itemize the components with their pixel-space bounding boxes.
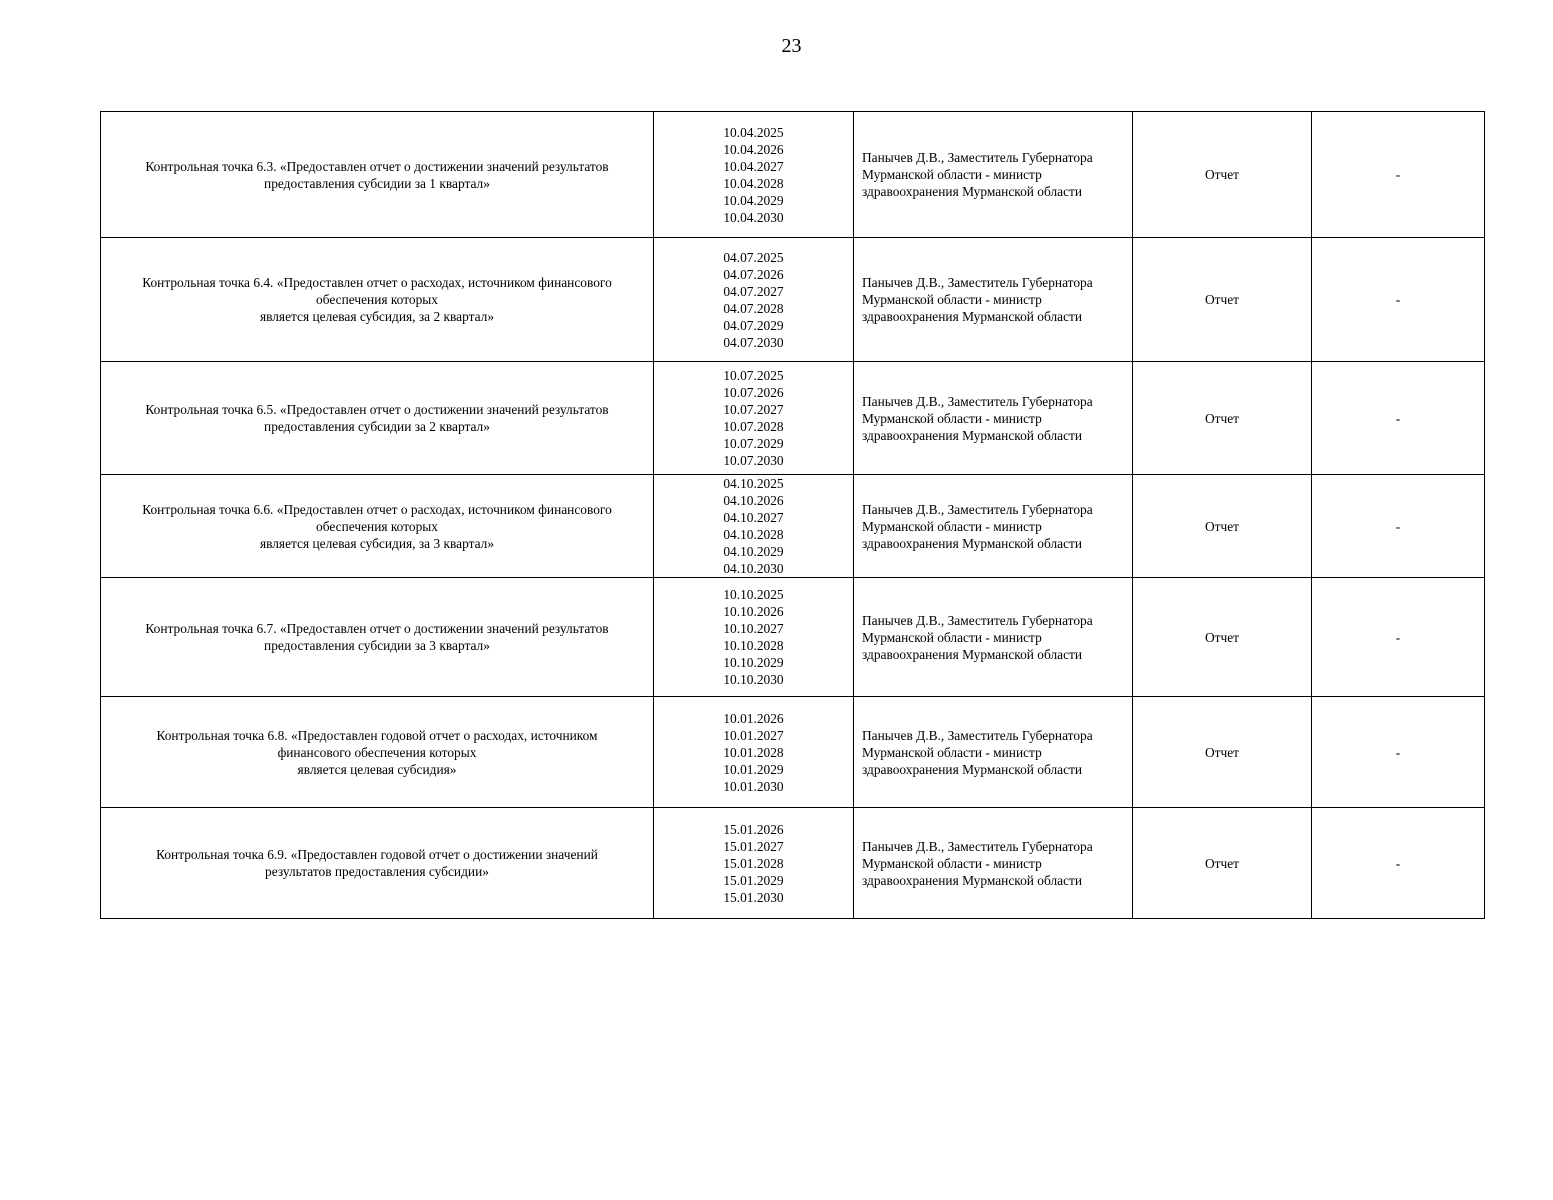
deadline-date: 04.10.2026: [723, 493, 784, 508]
deadline-date: 10.07.2029: [723, 436, 784, 451]
description-line: Контрольная точка 6.3. «Предоставлен отчет о достижении значений результатов: [145, 158, 609, 174]
control-point-description: [101, 808, 654, 919]
control-point-description: [101, 112, 654, 238]
table-body: [101, 112, 1485, 919]
deadline-dates: [654, 697, 854, 808]
description-line: Контрольная точка 6.8. «Предоставлен годовой отчет о расходах, источником: [156, 727, 598, 743]
description-line: является целевая субсидия»: [297, 761, 457, 777]
deadline-date: 04.07.2025: [723, 249, 784, 265]
description-line: предоставления субсидии за 3 квартал»: [264, 638, 490, 653]
deadline-date: 04.07.2030: [723, 334, 784, 350]
description-line: является целевая субсидия, за 3 квартал»: [259, 535, 495, 551]
table-row: [101, 808, 1485, 919]
responsible-line: Панычев Д.В., Заместитель Губернатора: [862, 275, 1093, 290]
document-type: Отчет: [1133, 238, 1312, 362]
deadline-date: 10.10.2030: [723, 672, 784, 687]
responsible-person: [854, 362, 1133, 475]
responsible-person: [854, 475, 1133, 578]
deadline-date: 10.04.2030: [723, 209, 784, 225]
responsible-line: Мурманской области - министр: [862, 855, 1042, 871]
deadline-date: 10.04.2026: [723, 141, 784, 157]
deadline-date: 10.07.2027: [723, 402, 784, 417]
document-type: Отчет: [1133, 697, 1312, 808]
document-type: Отчет: [1133, 578, 1312, 697]
responsible-line: здравоохранения Мурманской области: [862, 184, 1083, 199]
responsible-line: здравоохранения Мурманской области: [862, 309, 1083, 324]
deadline-date: 10.01.2030: [723, 778, 784, 794]
deadline-dates: [654, 112, 854, 238]
description-line: Контрольная точка 6.5. «Предоставлен отчет о достижении значений результатов: [145, 402, 609, 417]
deadline-date: 04.10.2027: [723, 510, 784, 525]
document-type: Отчет: [1133, 808, 1312, 919]
deadline-date: 10.10.2027: [723, 621, 784, 636]
description-line: Контрольная точка 6.4. «Предоставлен отчет о расходах, источником финансового: [142, 275, 612, 290]
note-cell: -: [1312, 578, 1485, 697]
deadline-date: 04.07.2027: [723, 283, 784, 299]
control-point-description: [101, 697, 654, 808]
table-row: [101, 578, 1485, 697]
control-point-description: [101, 578, 654, 697]
control-point-description: [101, 475, 654, 578]
document-type: Отчет: [1133, 475, 1312, 578]
description-line: финансового обеспечения которых: [277, 744, 477, 760]
deadline-date: 15.01.2030: [723, 889, 784, 905]
deadline-date: 15.01.2026: [723, 821, 784, 837]
responsible-line: здравоохранения Мурманской области: [862, 761, 1083, 777]
description-line: обеспечения которых: [316, 518, 438, 534]
table-row: [101, 362, 1485, 475]
responsible-line: Мурманской области - министр: [862, 292, 1042, 307]
responsible-line: Мурманской области - министр: [862, 167, 1042, 182]
deadline-date: 04.10.2030: [723, 561, 784, 576]
deadline-date: 10.04.2028: [723, 175, 784, 191]
description-line: Контрольная точка 6.9. «Предоставлен годовой отчет о достижении значений: [156, 847, 598, 862]
description-line: обеспечения которых: [316, 292, 438, 307]
deadline-date: 10.10.2026: [723, 604, 784, 619]
responsible-line: Панычев Д.В., Заместитель Губернатора: [862, 393, 1093, 409]
deadline-date: 10.07.2025: [723, 368, 784, 383]
deadline-date: 10.01.2026: [723, 710, 784, 726]
deadline-dates: [654, 362, 854, 475]
deadline-date: 10.01.2028: [723, 744, 784, 760]
control-point-description: [101, 238, 654, 362]
table-row: [101, 238, 1485, 362]
description-line: Контрольная точка 6.6. «Предоставлен отчет о расходах, источником финансового: [142, 501, 612, 517]
document-type: Отчет: [1133, 112, 1312, 238]
deadline-date: 04.07.2026: [723, 266, 784, 282]
responsible-line: Мурманской области - министр: [862, 518, 1042, 534]
responsible-person: [854, 578, 1133, 697]
note-cell: -: [1312, 475, 1485, 578]
note-cell: -: [1312, 238, 1485, 362]
description-line: предоставления субсидии за 1 квартал»: [264, 175, 490, 191]
deadline-date: 10.07.2030: [723, 453, 784, 468]
deadline-date: 15.01.2029: [723, 872, 784, 888]
responsible-line: Панычев Д.В., Заместитель Губернатора: [862, 501, 1093, 517]
description-line: является целевая субсидия, за 2 квартал»: [259, 309, 495, 324]
deadline-dates: [654, 578, 854, 697]
responsible-person: [854, 238, 1133, 362]
deadline-date: 04.07.2029: [723, 317, 784, 333]
deadline-dates: [654, 238, 854, 362]
deadline-date: 04.10.2028: [723, 527, 784, 542]
deadline-dates: [654, 808, 854, 919]
responsible-line: Панычев Д.В., Заместитель Губернатора: [862, 838, 1093, 854]
control-point-description: [101, 362, 654, 475]
responsible-person: [854, 808, 1133, 919]
deadline-date: 10.10.2025: [723, 587, 784, 602]
deadline-dates: [654, 475, 854, 578]
responsible-line: Панычев Д.В., Заместитель Губернатора: [862, 150, 1093, 165]
responsible-line: здравоохранения Мурманской области: [862, 535, 1083, 551]
deadline-date: 04.10.2025: [723, 476, 784, 491]
deadline-date: 15.01.2028: [723, 855, 784, 871]
description-line: Контрольная точка 6.7. «Предоставлен отчет о достижении значений результатов: [145, 621, 609, 636]
responsible-line: Мурманской области - министр: [862, 744, 1042, 760]
table-row: [101, 112, 1485, 238]
table-row: [101, 697, 1485, 808]
responsible-line: Мурманской области - министр: [862, 629, 1042, 645]
page-number: 23: [781, 35, 802, 57]
deadline-date: 10.10.2028: [723, 638, 784, 653]
note-cell: -: [1312, 112, 1485, 238]
responsible-person: [854, 112, 1133, 238]
description-line: результатов предоставления субсидии»: [265, 864, 489, 879]
deadline-date: 10.10.2029: [723, 655, 784, 670]
note-cell: -: [1312, 808, 1485, 919]
deadline-date: 04.07.2028: [723, 300, 784, 316]
deadline-date: 10.04.2029: [723, 192, 784, 208]
responsible-person: [854, 697, 1133, 808]
deadline-date: 10.07.2028: [723, 419, 784, 434]
deadline-date: 10.01.2029: [723, 761, 784, 777]
responsible-line: здравоохранения Мурманской области: [862, 872, 1083, 888]
deadline-date: 10.04.2025: [723, 124, 784, 140]
note-cell: -: [1312, 697, 1485, 808]
note-cell: -: [1312, 362, 1485, 475]
responsible-line: Мурманской области - министр: [862, 410, 1042, 426]
responsible-line: здравоохранения Мурманской области: [862, 646, 1083, 662]
responsible-line: Панычев Д.В., Заместитель Губернатора: [862, 727, 1093, 743]
document-type: Отчет: [1133, 362, 1312, 475]
deadline-date: 10.01.2027: [723, 727, 784, 743]
table-row: [101, 475, 1485, 578]
control-points-table: [100, 111, 1485, 919]
deadline-date: 15.01.2027: [723, 838, 784, 854]
description-line: предоставления субсидии за 2 квартал»: [264, 419, 490, 434]
deadline-date: 10.07.2026: [723, 385, 784, 400]
responsible-line: Панычев Д.В., Заместитель Губернатора: [862, 612, 1093, 628]
responsible-line: здравоохранения Мурманской области: [862, 427, 1083, 443]
deadline-date: 10.04.2027: [723, 158, 784, 174]
deadline-date: 04.10.2029: [723, 544, 784, 559]
